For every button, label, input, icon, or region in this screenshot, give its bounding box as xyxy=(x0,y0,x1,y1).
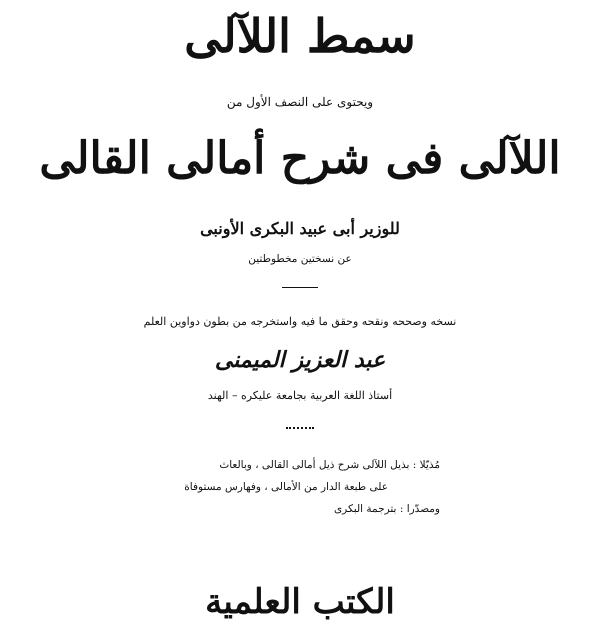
dotted-divider xyxy=(286,427,314,429)
appendix-line: على طبعة الدار من الأمالى ، وفهارس مستوفاة xyxy=(184,481,388,493)
book-title: اللآلى فى شرح أمالى القالى xyxy=(39,133,561,184)
publisher-name: الكتب العلمية xyxy=(205,582,395,622)
manuscripts-line: عن نسختين مخطوطتين xyxy=(248,253,352,265)
main-title: سمط اللآلى xyxy=(184,9,416,63)
author-line: للوزير أبى عبيد البكرى الأونبى xyxy=(200,219,400,238)
editor-title: أستاذ اللغة العربية بجامعة عليكره – الهند xyxy=(207,389,393,402)
appendix-block xyxy=(180,454,440,520)
editor-note: نسخه وصححه ونقحه وحقق ما فيه واستخرجه من بطون دواوين العلم xyxy=(143,315,457,328)
editor-name: عبد العزيز الميمنى xyxy=(214,347,386,373)
appendix-line: مُذيّلا : بذيل اللآلى شرح ذيل أمالى القالى ، وبالعاث xyxy=(219,459,440,471)
subtitle: ويحتوى على النصف الأول من xyxy=(226,95,374,109)
appendix-line: ومصدّرا : بترجمة البكرى xyxy=(333,503,440,515)
divider-rule xyxy=(282,287,318,288)
